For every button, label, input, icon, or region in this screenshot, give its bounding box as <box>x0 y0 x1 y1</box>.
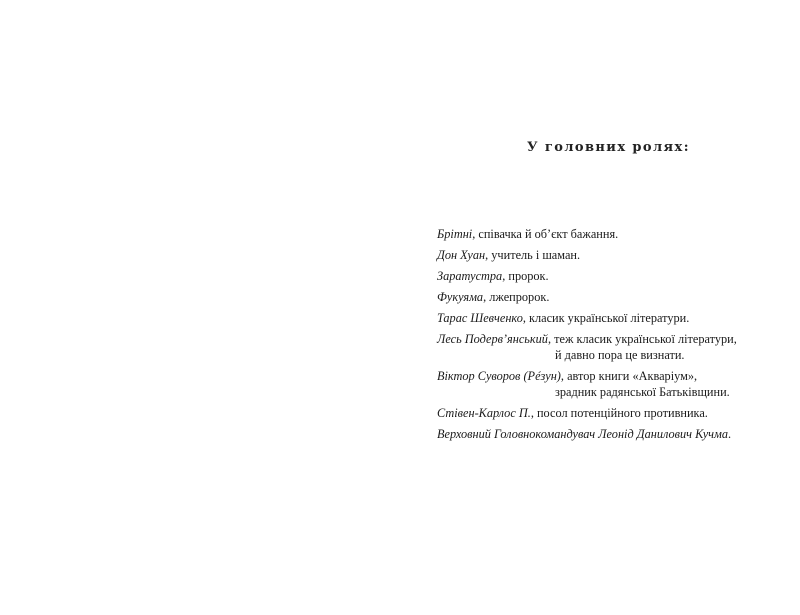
cast-description: лжепророк. <box>489 290 550 304</box>
cast-item <box>437 368 792 400</box>
cast-description: посол потенційного противника. <box>536 406 708 420</box>
cast-description: автор книги «Акваріум», <box>567 369 698 383</box>
cast-item <box>437 226 792 242</box>
cast-separator: , <box>472 227 479 241</box>
cast-name: Фукуяма <box>437 290 484 304</box>
cast-description-continuation: й давно пора це визнати. <box>555 348 685 362</box>
cast-description: теж класик української літератури, <box>554 332 737 346</box>
cast-name: Стівен-Карлос П. <box>437 406 531 420</box>
cast-list <box>437 226 792 447</box>
cast-description: учитель і шаман. <box>491 248 581 262</box>
cast-item <box>437 247 792 263</box>
cast-item <box>437 331 792 363</box>
cast-item <box>437 405 792 421</box>
page-heading: У головних ролях: <box>527 140 690 155</box>
cast-description: пророк. <box>508 269 549 283</box>
cast-separator: , <box>502 269 509 283</box>
cast-name: Дон Хуан <box>437 248 486 262</box>
cast-name: Заратустра <box>437 269 503 283</box>
cast-name: Віктор Суворов (Рéзун) <box>437 369 561 383</box>
cast-item <box>437 268 792 284</box>
cast-separator: , <box>560 369 568 383</box>
cast-name: Брітні <box>437 227 473 241</box>
cast-separator: , <box>530 406 537 420</box>
cast-separator: , <box>522 311 530 325</box>
cast-description: співачка й об’єкт бажання. <box>478 227 619 241</box>
cast-name: Лесь Подерв’янський <box>437 332 548 346</box>
right-page <box>400 0 800 615</box>
cast-separator: , <box>547 332 555 346</box>
cast-separator: . <box>728 427 732 441</box>
cast-name: Тарас Шевченко <box>437 311 523 325</box>
cast-separator: , <box>485 248 492 262</box>
cast-item <box>437 289 792 305</box>
cast-name: Верховний Головнокомандувач Леонід Данилович Кучма <box>437 427 729 441</box>
cast-separator: , <box>483 290 490 304</box>
cast-item <box>437 310 792 326</box>
cast-description: класик української літератури. <box>529 311 690 325</box>
cast-description-continuation: зрадник радянської Батьківщини. <box>555 385 730 399</box>
cast-item <box>437 426 792 442</box>
